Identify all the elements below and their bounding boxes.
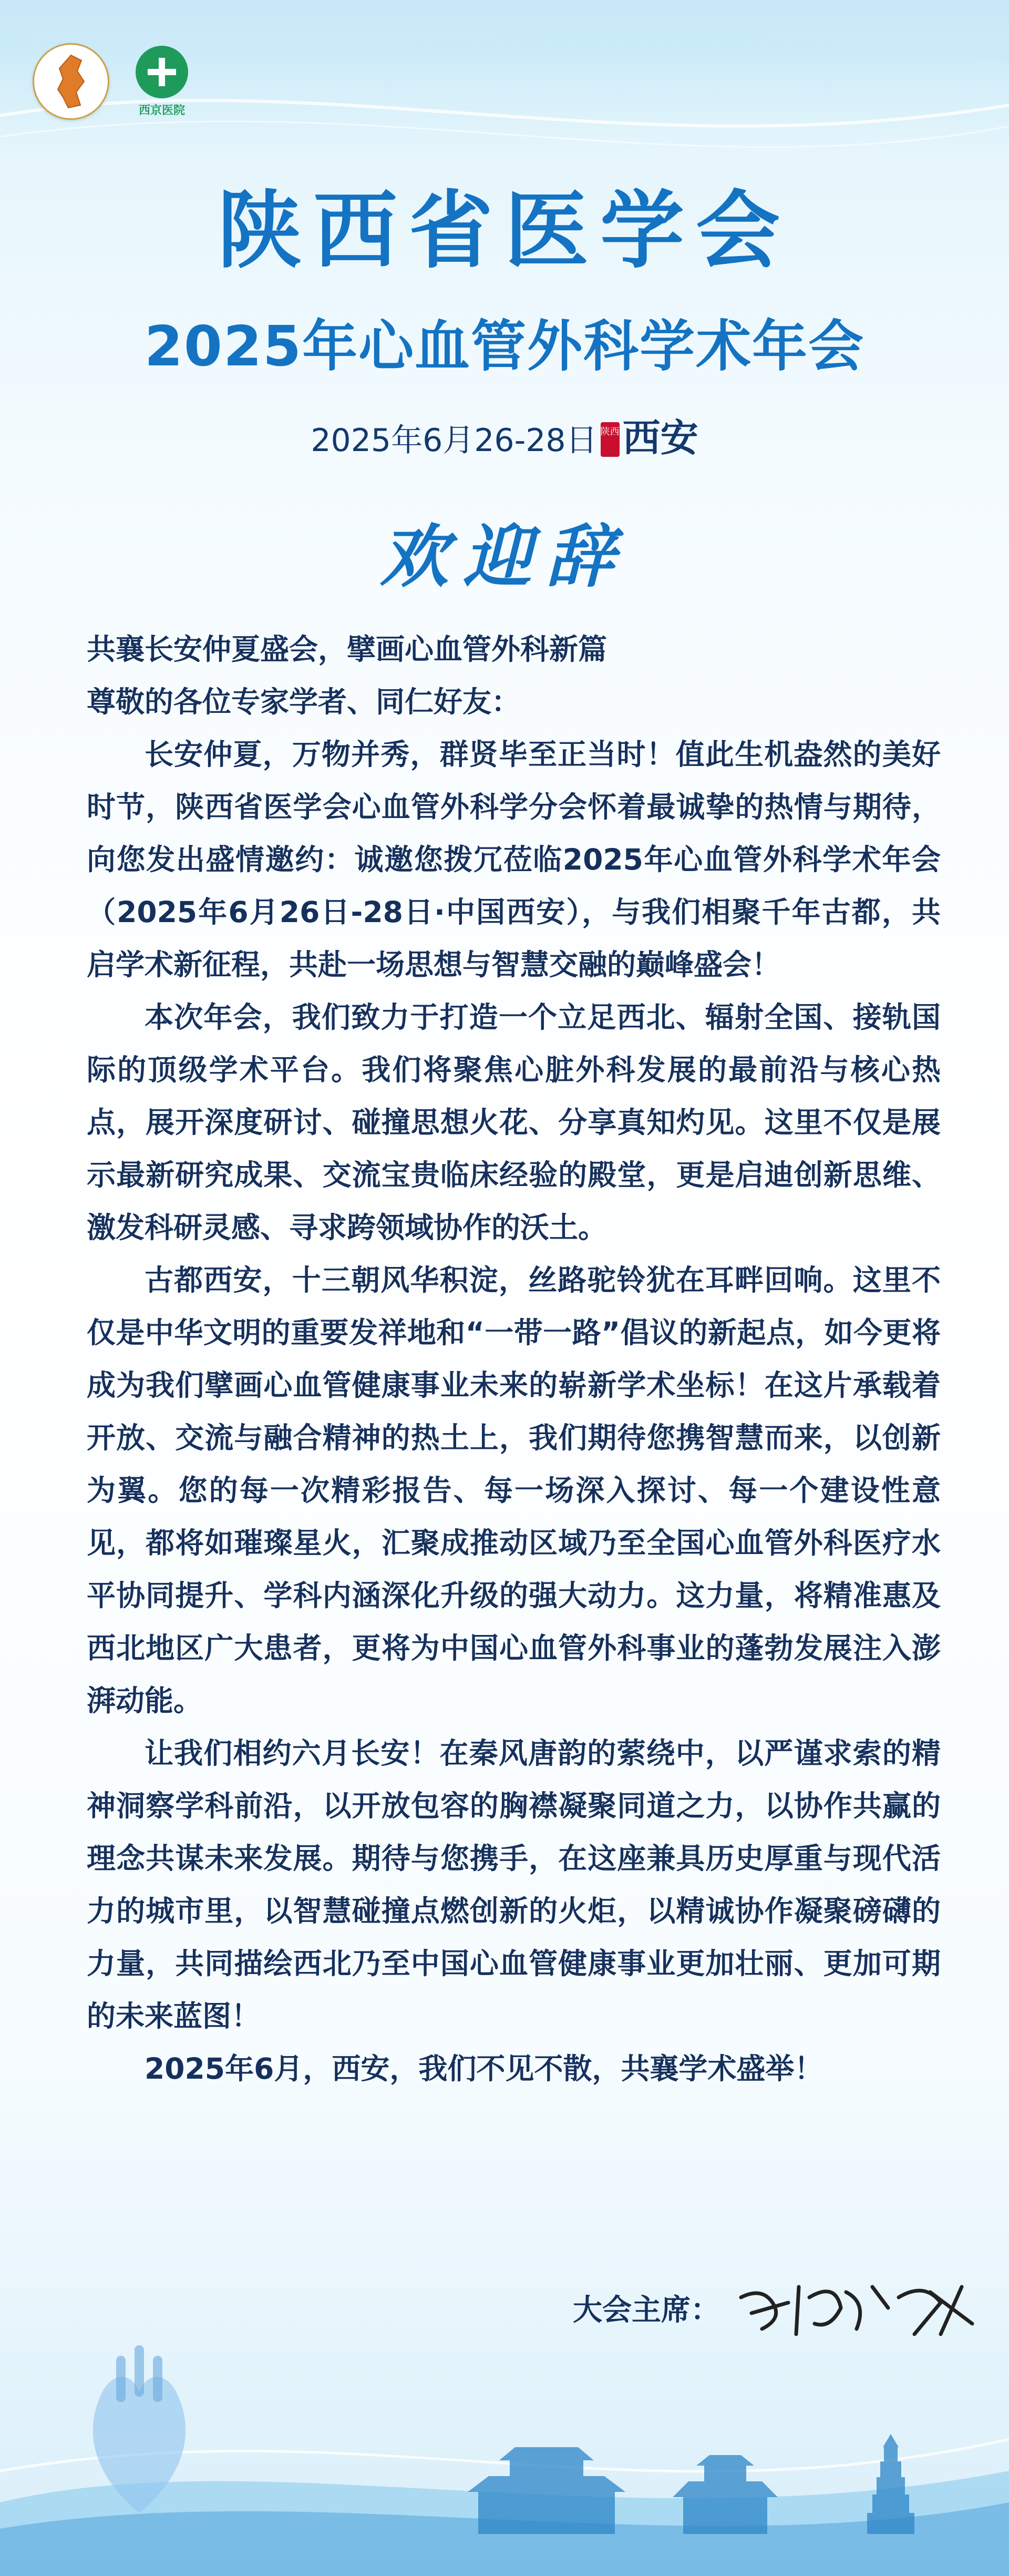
letter-paragraph: 让我们相约六月长安！在秦风唐韵的萦绕中，以严谨求索的精神洞察学科前沿，以开放包容的胸襟凝聚同道之力，以协作共赢的理念共谋未来发展。期待与您携手，在这座兼具历史厚重与现代活力的城市里，以智慧碰撞点燃创新的火炬，以精诚协作凝聚磅礴的力量，共同描绘西北乃至中国心血管健康事业更加壮丽、更加可期的未来蓝图！ bbox=[87, 1736, 941, 2033]
heart-illustration bbox=[74, 2339, 205, 2523]
letter-paragraph: 古都西安，十三朝风华积淀，丝路驼铃犹在耳畔回响。这里不仅是中华文明的重要发祥地和“一带一路”倡议的新起点，如今更将成为我们擘画心血管健康事业未来的崭新学术坐标！在这片承载着开放、交流与融合精神的热土上，我们期待您携智慧而来，以创新为翼。您的每一次精彩报告、每一场深入探讨、每一个建设性意见，都将如璀璨星火，汇聚成推动区域乃至全国心血管外科医疗水平协同提升、学科内涵深化升级的强大动力。这力量，将精准惠及西北地区广大患者，更将为中国心血管外科事业的蓬勃发展注入澎湃动能。 bbox=[87, 1263, 941, 1718]
welcome-letter bbox=[87, 623, 941, 2095]
handwritten-signature bbox=[730, 2276, 983, 2339]
conference-title: 2025年心血管外科学术年会 bbox=[144, 314, 865, 379]
organization-title: 陕西省医学会 bbox=[217, 181, 791, 280]
shaanxi-map-icon bbox=[45, 53, 97, 110]
xijing-hospital-logo bbox=[130, 42, 193, 121]
letter-paragraph: 长安仲夏，万物并秀，群贤毕至正当时！值此生机盎然的美好时节，陕西省医学会心血管外科学分会怀着最诚挚的热情与期待，向您发出盛情邀约：诚邀您拨冗莅临2025年心血管外科学术年会（2025年6月26日-28日·中国西安），与我们相聚千年古都，共启学术新征程，共赴一场思想与智慧交融的巅峰盛会！ bbox=[87, 738, 941, 982]
letter-paragraph: 2025年6月，西安，我们不见不散，共襄学术盛举！ bbox=[145, 2052, 823, 2086]
date-location-line bbox=[0, 407, 1009, 462]
conference-city: 西安 bbox=[622, 415, 698, 460]
welcome-title: 欢迎辞 bbox=[379, 516, 629, 597]
letter-paragraph: 本次年会，我们致力于打造一个立足西北、辐射全国、接轨国际的顶级学术平台。我们将聚焦心脏外科发展的最前沿与核心热点，展开深度研讨、碰撞思想火花、分享真知灼见。这里不仅是展示最新研究成果、交流宝贵临床经验的殿堂，更是启迪创新思维、激发科研灵感、寻求跨领域协作的沃土。 bbox=[87, 1000, 941, 1244]
chairman-signature-block bbox=[573, 2276, 983, 2339]
medical-association-logo bbox=[33, 43, 109, 120]
conference-date: 2025年6月26-28日 bbox=[311, 422, 598, 459]
seal-stamp: 陕西 bbox=[601, 422, 620, 457]
chairman-label: 大会主席： bbox=[573, 2293, 720, 2327]
letter-salutation: 尊敬的各位专家学者、同仁好友： bbox=[87, 685, 521, 719]
logo-group bbox=[33, 42, 193, 121]
hospital-name: 西京医院 bbox=[138, 104, 185, 117]
xian-skyline-illustration bbox=[447, 2429, 972, 2534]
letter-subtitle: 共襄长安仲夏盛会，擘画心血管外科新篇 bbox=[87, 632, 608, 666]
hospital-emblem-icon bbox=[136, 46, 188, 98]
